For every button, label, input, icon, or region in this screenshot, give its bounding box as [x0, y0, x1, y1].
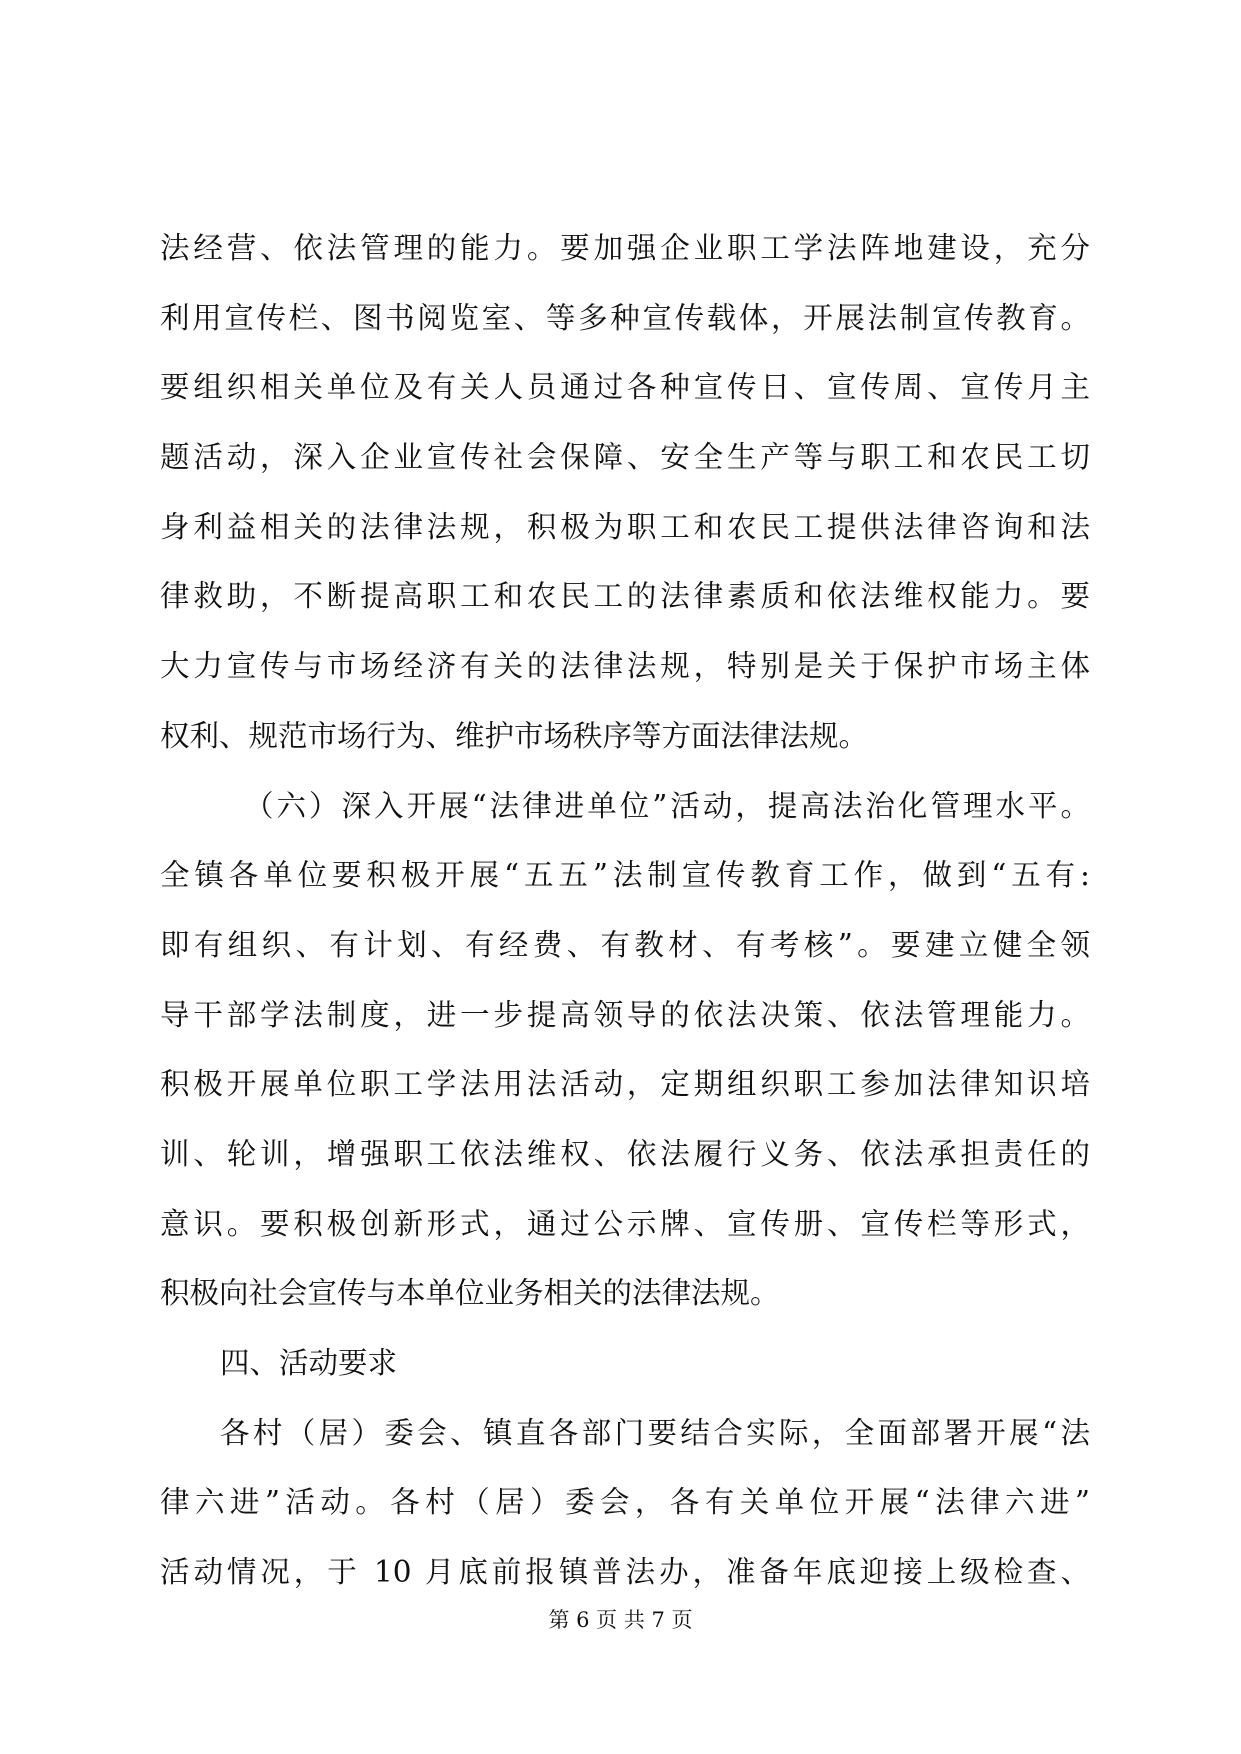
text-line: 积极向社会宣传与本单位业务相关的法律法规。	[160, 1276, 780, 1311]
text-line: 要组织相关单位及有关人员通过各种宣传日、宣传周、宣传月主	[160, 370, 1090, 405]
text-line: 题活动，深入企业宣传社会保障、安全生产等与职工和农民工切	[160, 440, 1090, 475]
text-line: 律救助，不断提高职工和农民工的法律素质和依法维权能力。要	[160, 579, 1090, 614]
section-heading-6: （六）深入开展“法律进单位”活动，提高法治化管理水平。	[244, 788, 1090, 823]
text-line: 活动情况，于 10 月底前报镇普法办，准备年底迎接上级检查、	[160, 1555, 1090, 1590]
text-line: 律六进”活动。各村（居）委会，各有关单位开展“法律六进”	[160, 1485, 1090, 1520]
text-line: 即有组织、有计划、有经费、有教材、有考核”。要建立健全领	[160, 927, 1090, 962]
text-line: 身利益相关的法律法规，积极为职工和农民工提供法律咨询和法	[160, 509, 1090, 544]
section-heading-4: 四、活动要求	[220, 1346, 398, 1380]
text-line: 积极开展单位职工学法用法活动，定期组织职工参加法律知识培	[160, 1067, 1090, 1102]
text-line: 法经营、依法管理的能力。要加强企业职工学法阵地建设，充分	[160, 231, 1090, 265]
text-line: 利用宣传栏、图书阅览室、等多种宣传载体，开展法制宣传教育。	[160, 300, 1090, 335]
text-line: 全镇各单位要积极开展“五五”法制宣传教育工作，做到“五有:	[160, 858, 1090, 893]
page-number-footer: 第 6 页 共 7 页	[548, 1608, 693, 1632]
text-line: 权利、规范市场行为、维护市场秩序等方面法律法规。	[160, 718, 869, 753]
text-line: 意识。要积极创新形式，通过公示牌、宣传册、宣传栏等形式，	[160, 1206, 1090, 1241]
text-line: 训、轮训，增强职工依法维权、依法履行义务、依法承担责任的	[160, 1136, 1090, 1171]
text-line: 大力宣传与市场经济有关的法律法规，特别是关于保护市场主体	[160, 649, 1090, 684]
text-line: 导干部学法制度，进一步提高领导的依法决策、依法管理能力。	[160, 997, 1090, 1032]
text-line: 各村（居）委会、镇直各部门要结合实际，全面部署开展“法	[220, 1415, 1090, 1450]
document-body	[160, 228, 1090, 1622]
